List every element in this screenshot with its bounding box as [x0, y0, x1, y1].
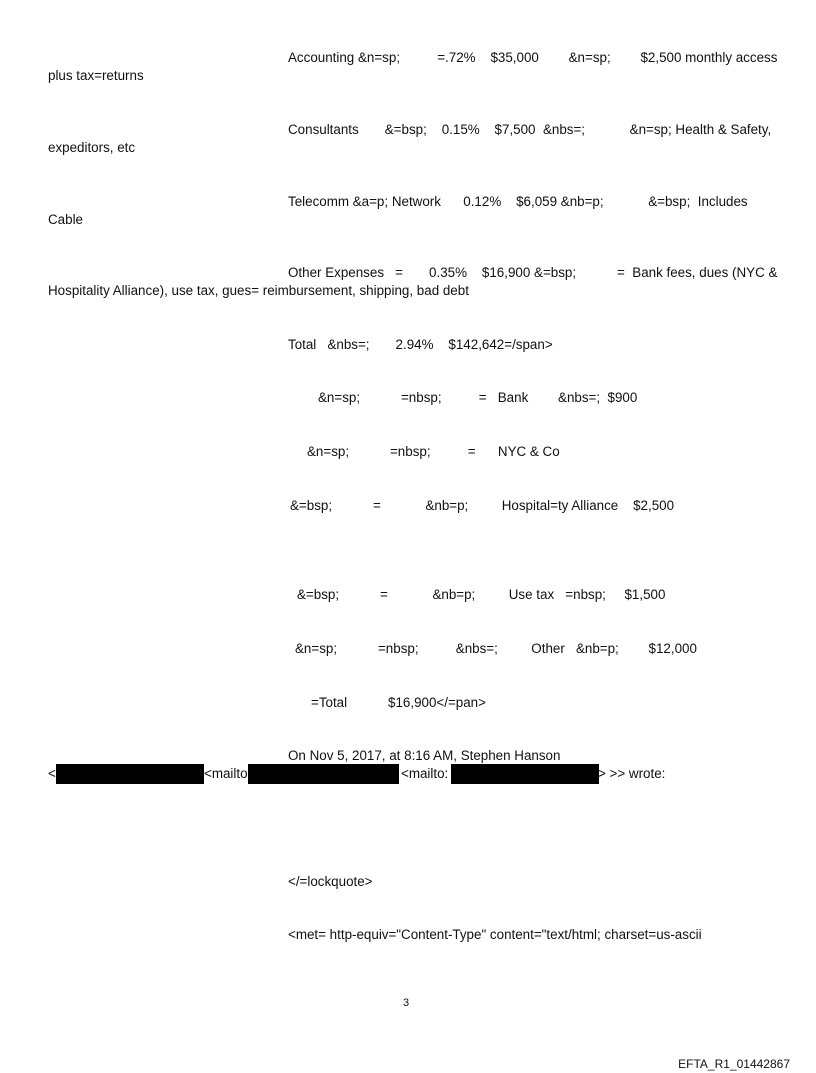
document-id: EFTA_R1_01442867	[678, 1057, 790, 1071]
email-mailto-1: <mailto	[204, 766, 248, 781]
row-accounting-wrap: plus tax=returns	[48, 68, 144, 83]
meta-tag-text: <met= http-equiv="Content-Type" content="text/html; charset=us-ascii	[288, 927, 702, 942]
row-other-expenses: Other Expenses = 0.35% $16,900 &=bsp; = Bank fees, dues (NYC &	[288, 265, 778, 280]
row-consultants: Consultants &=bsp; 0.15% $7,500 &nbs=; &n=sp; Health & Safety,	[288, 122, 772, 137]
email-wrote: > >> wrote:	[598, 766, 666, 781]
redaction-bar	[451, 764, 599, 784]
row-telecomm-wrap: Cable	[48, 212, 83, 227]
email-quote-header: On Nov 5, 2017, at 8:16 AM, Stephen Hanson	[288, 748, 561, 763]
redaction-bar	[56, 764, 204, 784]
breakdown-bank: &n=sp; =nbsp; = Bank &nbs=; $900	[318, 390, 638, 405]
row-total: Total &nbs=; 2.94% $142,642=/span>	[288, 337, 553, 352]
breakdown-nyc-co: &n=sp; =nbsp; = NYC & Co	[307, 444, 560, 459]
breakdown-use-tax: &=bsp; = &nb=p; Use tax =nbsp; $1,500	[297, 587, 666, 602]
row-telecomm: Telecomm &a=p; Network 0.12% $6,059 &nb=p; &=bsp; Includes	[288, 194, 748, 209]
blockquote-close-text: </=lockquote>	[288, 874, 373, 889]
breakdown-other: &n=sp; =nbsp; &nbs=; Other &nb=p; $12,000	[295, 641, 697, 656]
breakdown-total: =Total $16,900</=pan>	[311, 695, 486, 710]
breakdown-hospitality-alliance: &=bsp; = &nb=p; Hospital=ty Alliance $2,500	[290, 498, 675, 513]
email-lt: <	[48, 766, 56, 781]
row-accounting: Accounting &n=sp; =.72% $35,000 &n=sp; $2,500 monthly access	[288, 50, 778, 65]
row-consultants-wrap: expeditors, etc	[48, 140, 136, 155]
redaction-bar	[248, 764, 399, 784]
row-other-expenses-wrap: Hospitality Alliance), use tax, gues= reimbursement, shipping, bad debt	[48, 283, 469, 298]
page-number: 3	[403, 997, 410, 1009]
email-mailto-2: <mailto:	[401, 766, 449, 781]
